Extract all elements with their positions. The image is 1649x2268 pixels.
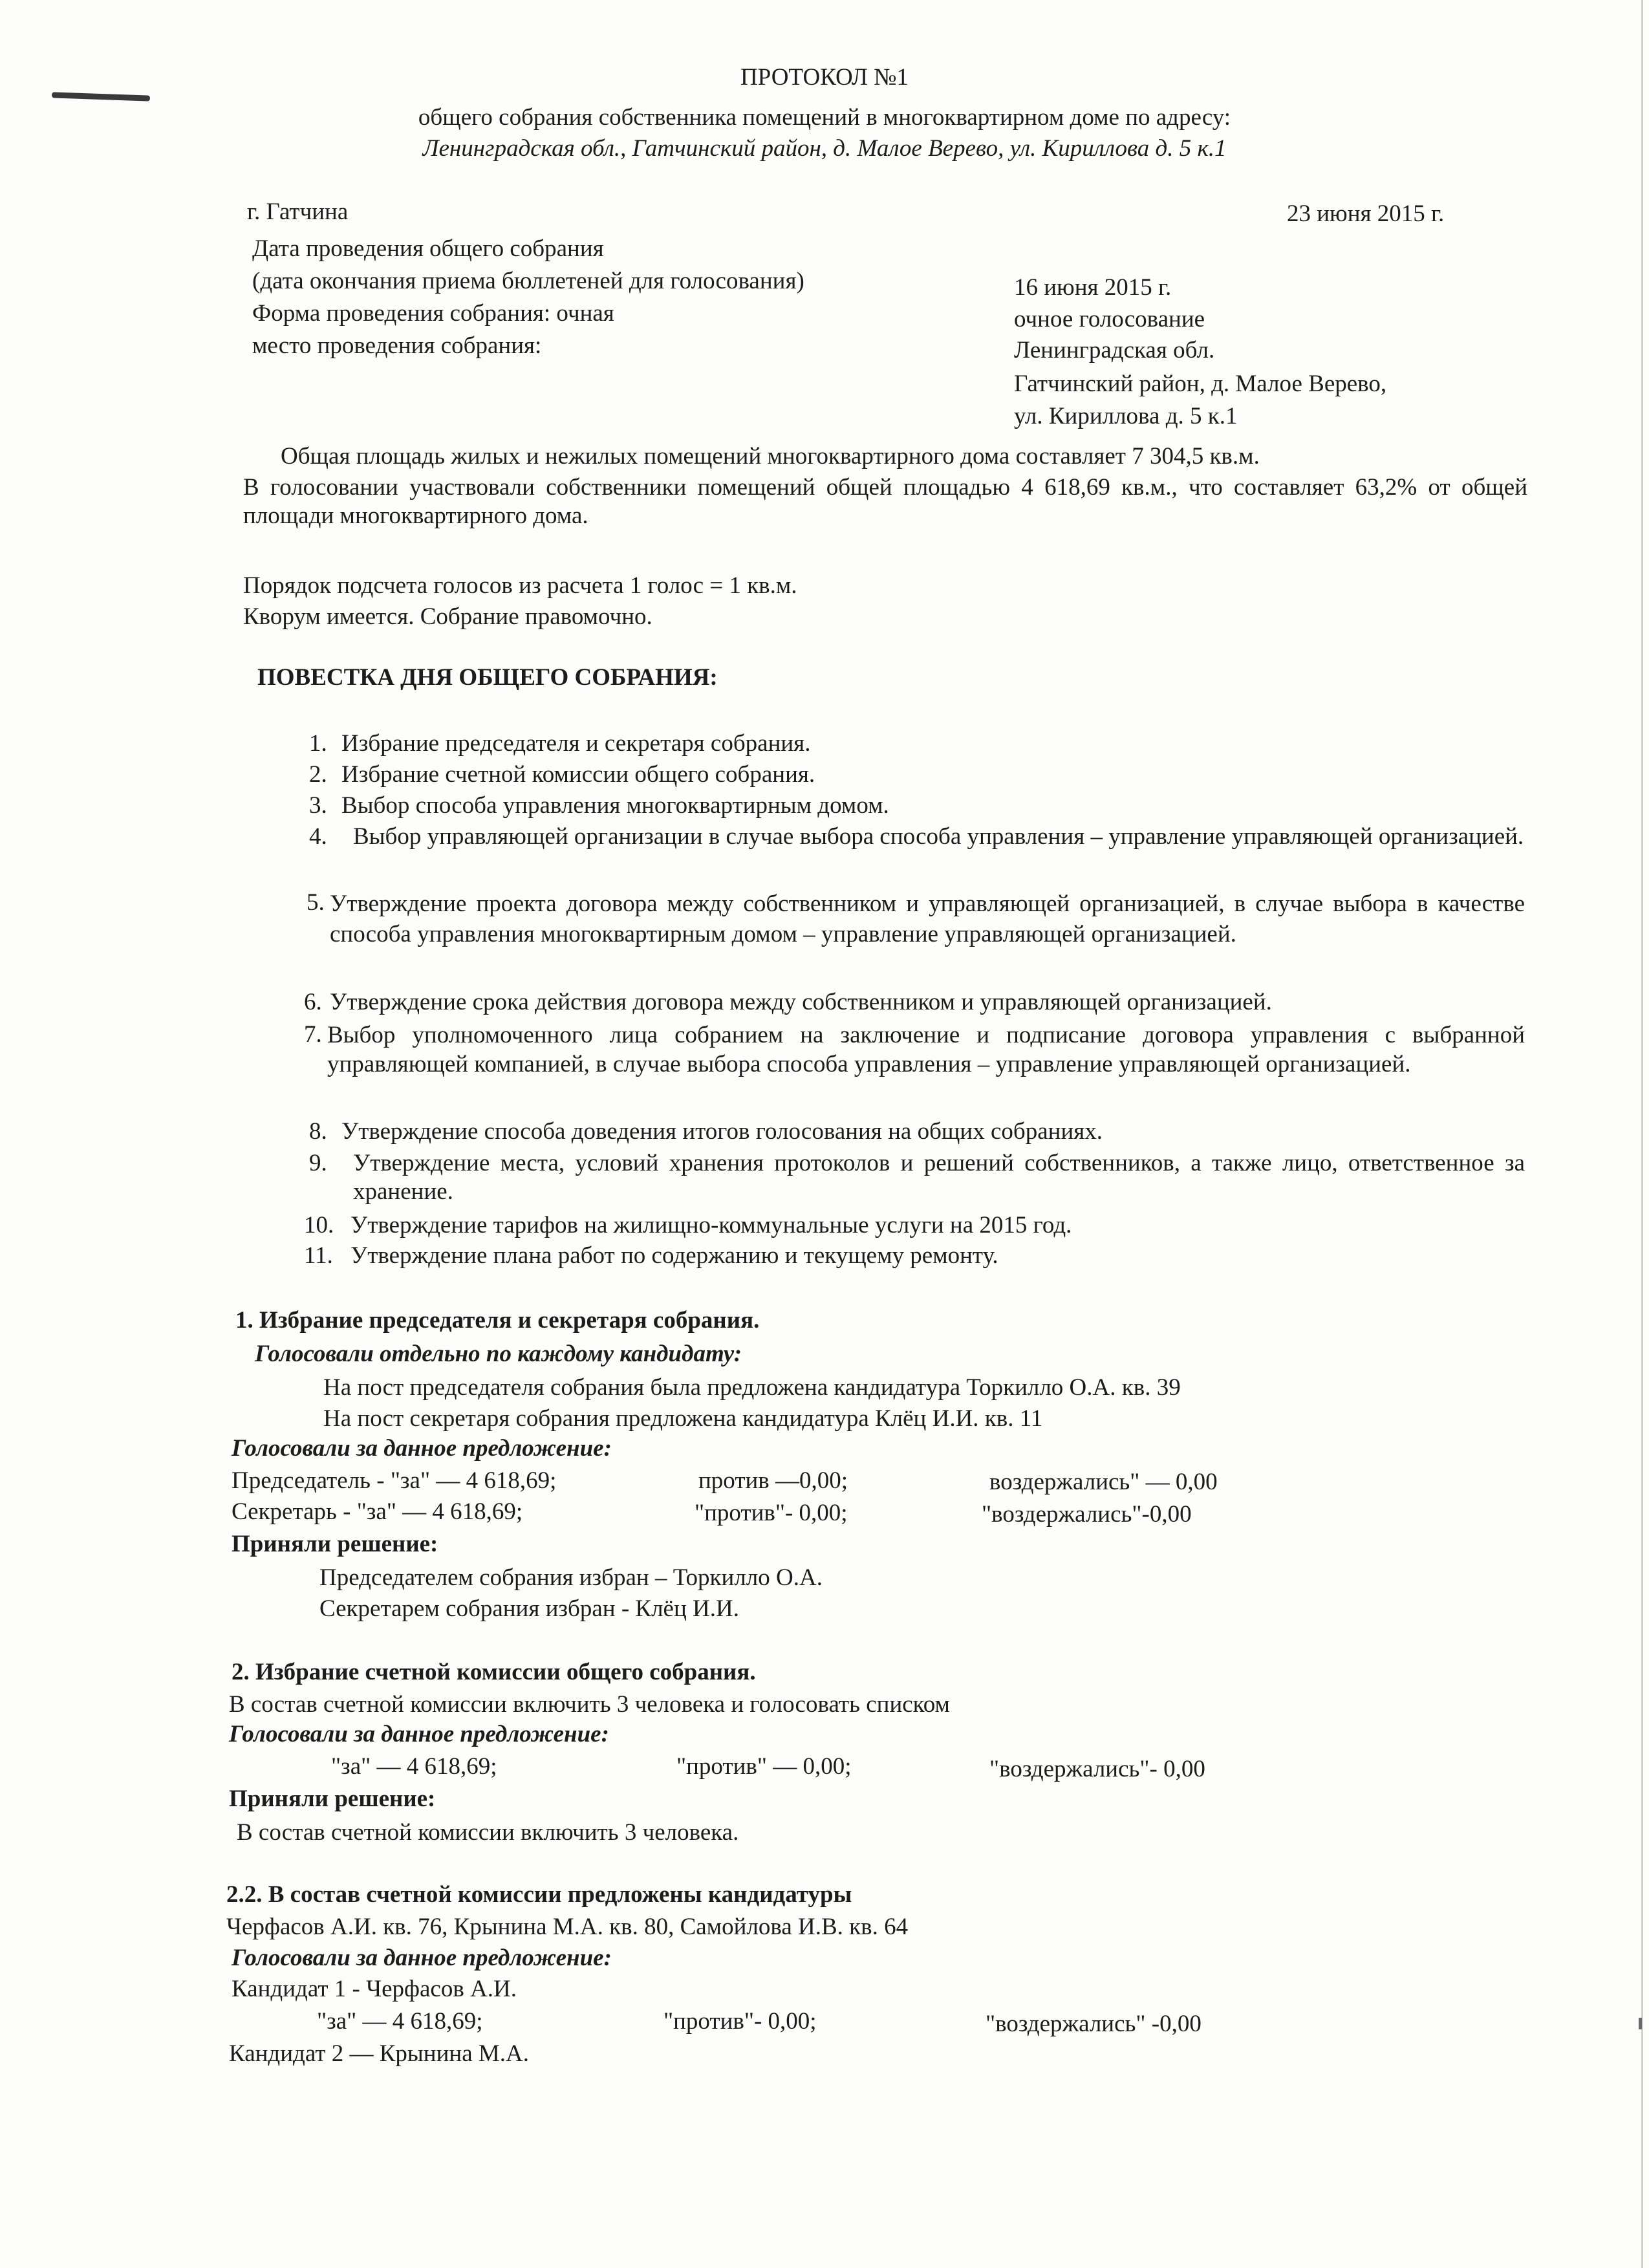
section1-heading: 1. Избрание председателя и секретаря собрания. bbox=[235, 1307, 760, 1334]
agenda-num: 2. bbox=[309, 761, 327, 788]
agenda-num: 3. bbox=[309, 792, 327, 819]
chair-proposal: На пост председателя собрания была предложена кандидатура Торкилло О.А. кв. 39 bbox=[323, 1374, 1181, 1401]
agenda-text: Утверждение плана работ по содержанию и текущему ремонту. bbox=[350, 1242, 998, 1269]
agenda-num: 10. bbox=[304, 1212, 334, 1238]
agenda-item bbox=[304, 1242, 998, 1270]
value-meeting-place-3: ул. Кириллова д. 5 к.1 bbox=[1014, 403, 1238, 429]
agenda-item bbox=[304, 1211, 1072, 1240]
decision-secretary: Секретарем собрания избран - Клёц И.И. bbox=[319, 1595, 739, 1622]
agenda-text-5: Утверждение проекта договора между собственником и управляющей организацией, в случае выбора в качестве способа управления многоквартирным домом – управление управляющей организацией. bbox=[330, 891, 1525, 947]
agenda-item bbox=[309, 1118, 1103, 1146]
scan-edge bbox=[1641, 0, 1643, 2268]
document-title: ПРОТОКОЛ №1 bbox=[740, 64, 909, 91]
section1-voted-label: Голосовали за данное предложение: bbox=[232, 1435, 612, 1462]
chair-vote-for: Председатель - "за" — 4 618,69; bbox=[232, 1467, 557, 1494]
label-meeting-date-note: (дата окончания приема бюллетеней для голосования) bbox=[252, 268, 804, 294]
agenda-num: 9. bbox=[309, 1150, 327, 1176]
section2-decision: В состав счетной комиссии включить 3 человека. bbox=[237, 1819, 739, 1846]
section22-voted-label: Голосовали за данное предложение: bbox=[232, 1945, 612, 1971]
agenda-num: 4. bbox=[309, 823, 327, 850]
scan-speck bbox=[1639, 2018, 1642, 2029]
section22-heading: 2.2. В состав счетной комиссии предложены кандидатуры bbox=[226, 1881, 852, 1908]
agenda-item bbox=[304, 988, 1272, 1017]
secretary-vote-against: "против"- 0,00; bbox=[695, 1500, 848, 1526]
chair-vote-abstain: воздержались" — 0,00 bbox=[989, 1469, 1218, 1495]
section2-vote-against: "против" — 0,00; bbox=[676, 1753, 852, 1780]
chair-vote-against: против —0,00; bbox=[698, 1467, 848, 1494]
secretary-vote-abstain: "воздержались"-0,00 bbox=[982, 1501, 1192, 1528]
vote-counting: Порядок подсчета голосов из расчета 1 голос = 1 кв.м. bbox=[243, 572, 797, 599]
agenda-num: 5. bbox=[307, 889, 325, 916]
section2-voted-label: Голосовали за данное предложение: bbox=[229, 1721, 609, 1747]
decision-chair: Председателем собрания избран – Торкилло О.А. bbox=[319, 1564, 823, 1591]
section2-decision-label: Приняли решение: bbox=[229, 1786, 436, 1812]
section2-vote-abstain: "воздержались"- 0,00 bbox=[989, 1756, 1205, 1782]
agenda-num: 11. bbox=[304, 1242, 333, 1269]
section1-decision-label: Приняли решение: bbox=[232, 1531, 438, 1557]
value-meeting-date: 16 июня 2015 г. bbox=[1014, 274, 1172, 301]
city: г. Гатчина bbox=[247, 199, 349, 225]
label-meeting-date: Дата проведения общего собрания bbox=[252, 235, 604, 262]
agenda-item bbox=[309, 792, 889, 820]
agenda-num: 8. bbox=[309, 1118, 327, 1145]
agenda-text bbox=[330, 889, 1525, 949]
agenda-text: Избрание председателя и секретаря собрания. bbox=[341, 730, 811, 757]
label-meeting-form: Форма проведения собрания: очная bbox=[252, 300, 614, 327]
secretary-vote-for: Секретарь - "за" — 4 618,69; bbox=[232, 1498, 523, 1525]
agenda-item bbox=[309, 761, 815, 789]
value-meeting-place-2: Гатчинский район, д. Малое Верево, bbox=[1014, 371, 1387, 397]
agenda-item bbox=[309, 729, 810, 758]
document-address: Ленинградская обл., Гатчинский район, д. Малое Верево, ул. Кириллова д. 5 к.1 bbox=[422, 135, 1227, 162]
agenda-text: Утверждение срока действия договора между собственником и управляющей организацией. bbox=[330, 989, 1272, 1015]
candidate-2: Кандидат 2 — Крынина М.А. bbox=[229, 2040, 529, 2067]
candidate1-vote-against: "против"- 0,00; bbox=[663, 2008, 817, 2035]
total-area: Общая площадь жилых и нежилых помещений многоквартирного дома составляет 7 304,5 кв.м. bbox=[281, 443, 1260, 470]
candidate-1: Кандидат 1 - Черфасов А.И. bbox=[232, 1976, 517, 2002]
agenda-text: Утверждение тарифов на жилищно-коммунальные услуги на 2015 год. bbox=[350, 1212, 1072, 1238]
secretary-proposal: На пост секретаря собрания предложена кандидатура Клёц И.И. кв. 11 bbox=[323, 1405, 1043, 1432]
section2-proposal: В состав счетной комиссии включить 3 человека и голосовать списком bbox=[229, 1691, 950, 1718]
agenda-text: Утверждение способа доведения итогов голосования на общих собраниях. bbox=[341, 1118, 1103, 1145]
section22-candidates: Черфасов А.И. кв. 76, Крынина М.А. кв. 80, Самойлова И.В. кв. 64 bbox=[226, 1914, 909, 1940]
quorum: Кворум имеется. Собрание правомочно. bbox=[243, 603, 652, 630]
label-meeting-place: место проведения собрания: bbox=[252, 332, 542, 359]
section1-voted-separately: Голосовали отдельно по каждому кандидату: bbox=[255, 1341, 742, 1367]
agenda-text: Выбор уполномоченного лица собранием на заключение и подписание договора управления с выбранной управляющей компанией, в случае выбора способа управления – управление управляющей организацией. bbox=[327, 1022, 1525, 1077]
agenda-text: Выбор управляющей организации в случае выбора способа управления – управление управляющей организацией. bbox=[353, 823, 1524, 850]
section2-heading: 2. Избрание счетной комиссии общего собрания. bbox=[232, 1659, 756, 1685]
candidate1-vote-for: "за" — 4 618,69; bbox=[317, 2008, 483, 2035]
agenda-num: 1. bbox=[309, 730, 327, 757]
agenda-text: Выбор способа управления многоквартирным домом. bbox=[341, 792, 889, 819]
value-meeting-form: очное голосование bbox=[1014, 306, 1205, 332]
scan-mark bbox=[52, 92, 150, 101]
protocol-date: 23 июня 2015 г. bbox=[1287, 200, 1445, 227]
participation: В голосовании участвовали собственники помещений общей площадью 4 618,69 кв.м., что составляет 63,2% от общей площади многоквартирного дома. bbox=[243, 474, 1527, 530]
document-subtitle: общего собрания собственника помещений в многоквартирном доме по адресу: bbox=[418, 104, 1231, 131]
value-meeting-place-1: Ленинградская обл. bbox=[1014, 337, 1215, 363]
agenda-num: 7. bbox=[304, 1021, 322, 1048]
agenda-heading: ПОВЕСТКА ДНЯ ОБЩЕГО СОБРАНИЯ: bbox=[257, 664, 718, 691]
candidate1-vote-abstain: "воздержались" -0,00 bbox=[986, 2011, 1202, 2037]
agenda-text: Избрание счетной комиссии общего собрания. bbox=[341, 761, 815, 788]
section2-vote-for: "за" — 4 618,69; bbox=[331, 1753, 497, 1780]
agenda-num: 6. bbox=[304, 989, 322, 1015]
agenda-text: Утверждение места, условий хранения протоколов и решений собственников, а также лицо, ответственное за хранение. bbox=[353, 1150, 1525, 1205]
